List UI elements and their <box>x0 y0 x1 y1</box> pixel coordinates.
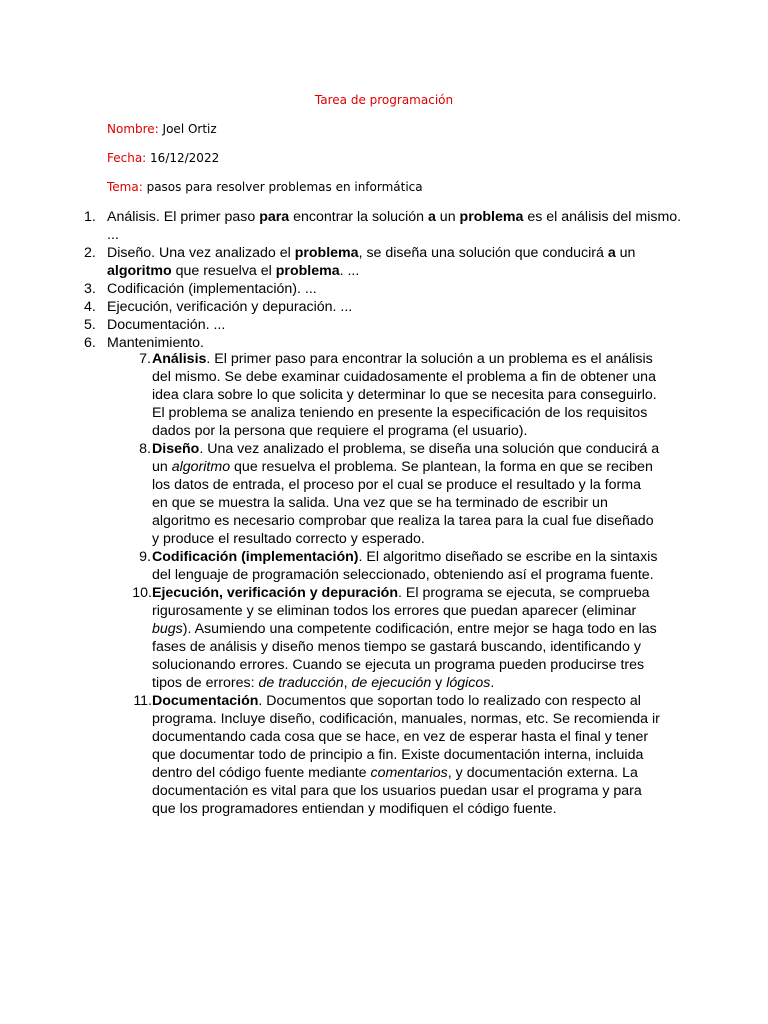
item-bold: para <box>259 209 290 225</box>
item-text: , <box>343 675 352 691</box>
list-number: 8. <box>139 441 151 457</box>
list-item <box>130 440 660 548</box>
list-item <box>84 208 684 244</box>
item-text: Documentación. ... <box>107 317 226 333</box>
item-text: . El primer paso para encontrar la solución a un problema es el análisis del mismo. Se debe examinar cuidadosamente el problema a fin de obtener una idea clara sobre lo que solicita y determinar lo que se necesita para conseguirlo. El problema se analiza teniendo en presente la especificación de los requisitos dados por la persona que requiere el programa (el usuario). <box>152 351 657 439</box>
item-text: que resuelva el <box>171 263 276 279</box>
tema-line <box>107 180 423 194</box>
item-bold: Codificación (implementación) <box>152 549 359 565</box>
item-text: ). Asumiendo una competente codificación, entre mejor se haga todo en las fases de análisis y diseño menos tiempo se gastará buscando, identificando y solucionando errores. Cuando se ejecuta un programa pueden producirse tres tipos de errores: <box>152 621 657 691</box>
fecha-line <box>107 151 219 165</box>
item-italic: lógicos <box>446 675 491 691</box>
nombre-value: Joel Ortiz <box>158 122 217 136</box>
nombre-label: Nombre: <box>107 122 159 136</box>
list-number: 3. <box>84 281 96 297</box>
item-text: . El algoritmo diseñado se escribe en la sintaxis del lenguaje de programación seleccionado, obteniendo así el programa fuente. <box>152 549 658 583</box>
item-text: un <box>615 245 636 261</box>
item-text: un <box>435 209 460 225</box>
item-bold: a <box>427 209 436 225</box>
item-bold: problema <box>294 245 359 261</box>
item-italic: bugs <box>152 621 183 637</box>
item-text: Ejecución, verificación y depuración. ... <box>107 299 353 315</box>
item-text: es el análisis del mismo. ... <box>107 209 682 243</box>
list-number: 4. <box>84 299 96 315</box>
item-text: Diseño. Una vez analizado el <box>107 245 295 261</box>
item-bold: Documentación <box>152 693 259 709</box>
item-bold: problema <box>275 263 340 279</box>
item-text: , y documentación externa. La documentación es vital para que los usuarios puedan usar el programa y para que los programadores entiendan y modifiquen el código fuente. <box>152 765 642 817</box>
item-bold: a <box>607 245 616 261</box>
item-text: Codificación (implementación). ... <box>107 281 317 297</box>
list-item <box>130 692 660 818</box>
list-item <box>130 584 660 692</box>
list-number: 10. <box>132 585 152 601</box>
short-steps-list <box>84 208 684 352</box>
item-text: que resuelva el problema. Se plantean, la forma en que se reciben los datos de entrada, el proceso por el cual se produce el resultado y la forma en que se muestra la salida. Una vez que se ha terminado de escribir un algoritmo es necesario comprobar que realiza la tarea para la cual fue diseñado y produce el resultado correcto y esperado. <box>152 459 654 547</box>
list-number: 2. <box>84 245 96 261</box>
item-text: . El programa se ejecuta, se comprueba rigurosamente y se eliminan todos los errores que puedan aparecer (eliminar <box>152 585 650 619</box>
fecha-label: Fecha: <box>107 151 147 165</box>
list-number: 5. <box>84 317 96 333</box>
list-item <box>130 350 660 440</box>
item-bold: Análisis <box>152 351 207 367</box>
item-text: . ... <box>339 263 360 279</box>
item-bold: algoritmo <box>107 263 172 279</box>
list-number: 7. <box>139 351 151 367</box>
fecha-value: 16/12/2022 <box>146 151 220 165</box>
nombre-line <box>107 122 217 136</box>
item-bold: Diseño <box>152 441 200 457</box>
item-italic: de traducción <box>258 675 344 691</box>
list-item <box>84 280 684 298</box>
item-text: Análisis. El primer paso <box>107 209 260 225</box>
item-italic: comentarios <box>370 765 448 781</box>
list-number: 6. <box>84 335 96 351</box>
item-text: , se diseña una solución que conducirá <box>358 245 608 261</box>
item-italic: algoritmo <box>171 459 231 475</box>
list-item <box>84 244 684 280</box>
list-item <box>84 316 684 334</box>
item-bold: Ejecución, verificación y depuración <box>152 585 398 601</box>
list-number: 9. <box>139 549 151 565</box>
item-text: Mantenimiento. <box>107 335 204 351</box>
document-title: Tarea de programación <box>314 93 454 107</box>
item-text: encontrar la solución <box>289 209 428 225</box>
list-item <box>84 298 684 316</box>
list-number: 11. <box>133 693 152 709</box>
detailed-steps-list <box>130 350 660 818</box>
tema-label: Tema: <box>107 180 143 194</box>
item-text: . Una vez analizado el problema, se diseña una solución que conducirá a un <box>152 441 660 475</box>
item-italic: de ejecución <box>351 675 432 691</box>
item-bold: problema <box>459 209 524 225</box>
list-item <box>130 548 660 584</box>
item-text: y <box>431 675 447 691</box>
tema-value: pasos para resolver problemas en informática <box>142 180 423 194</box>
list-number: 1. <box>84 209 96 225</box>
item-text: . Documentos que soportan todo lo realizado con respecto al programa. Incluye diseño, codificación, manuales, normas, etc. Se recomienda ir documentando cada cosa que se hace, en vez de esperar hasta el final y tener que documentar todo de principio a fin. Existe documentación interna, incluida dentro del código fuente mediante <box>152 693 660 781</box>
item-text: . <box>490 675 495 691</box>
